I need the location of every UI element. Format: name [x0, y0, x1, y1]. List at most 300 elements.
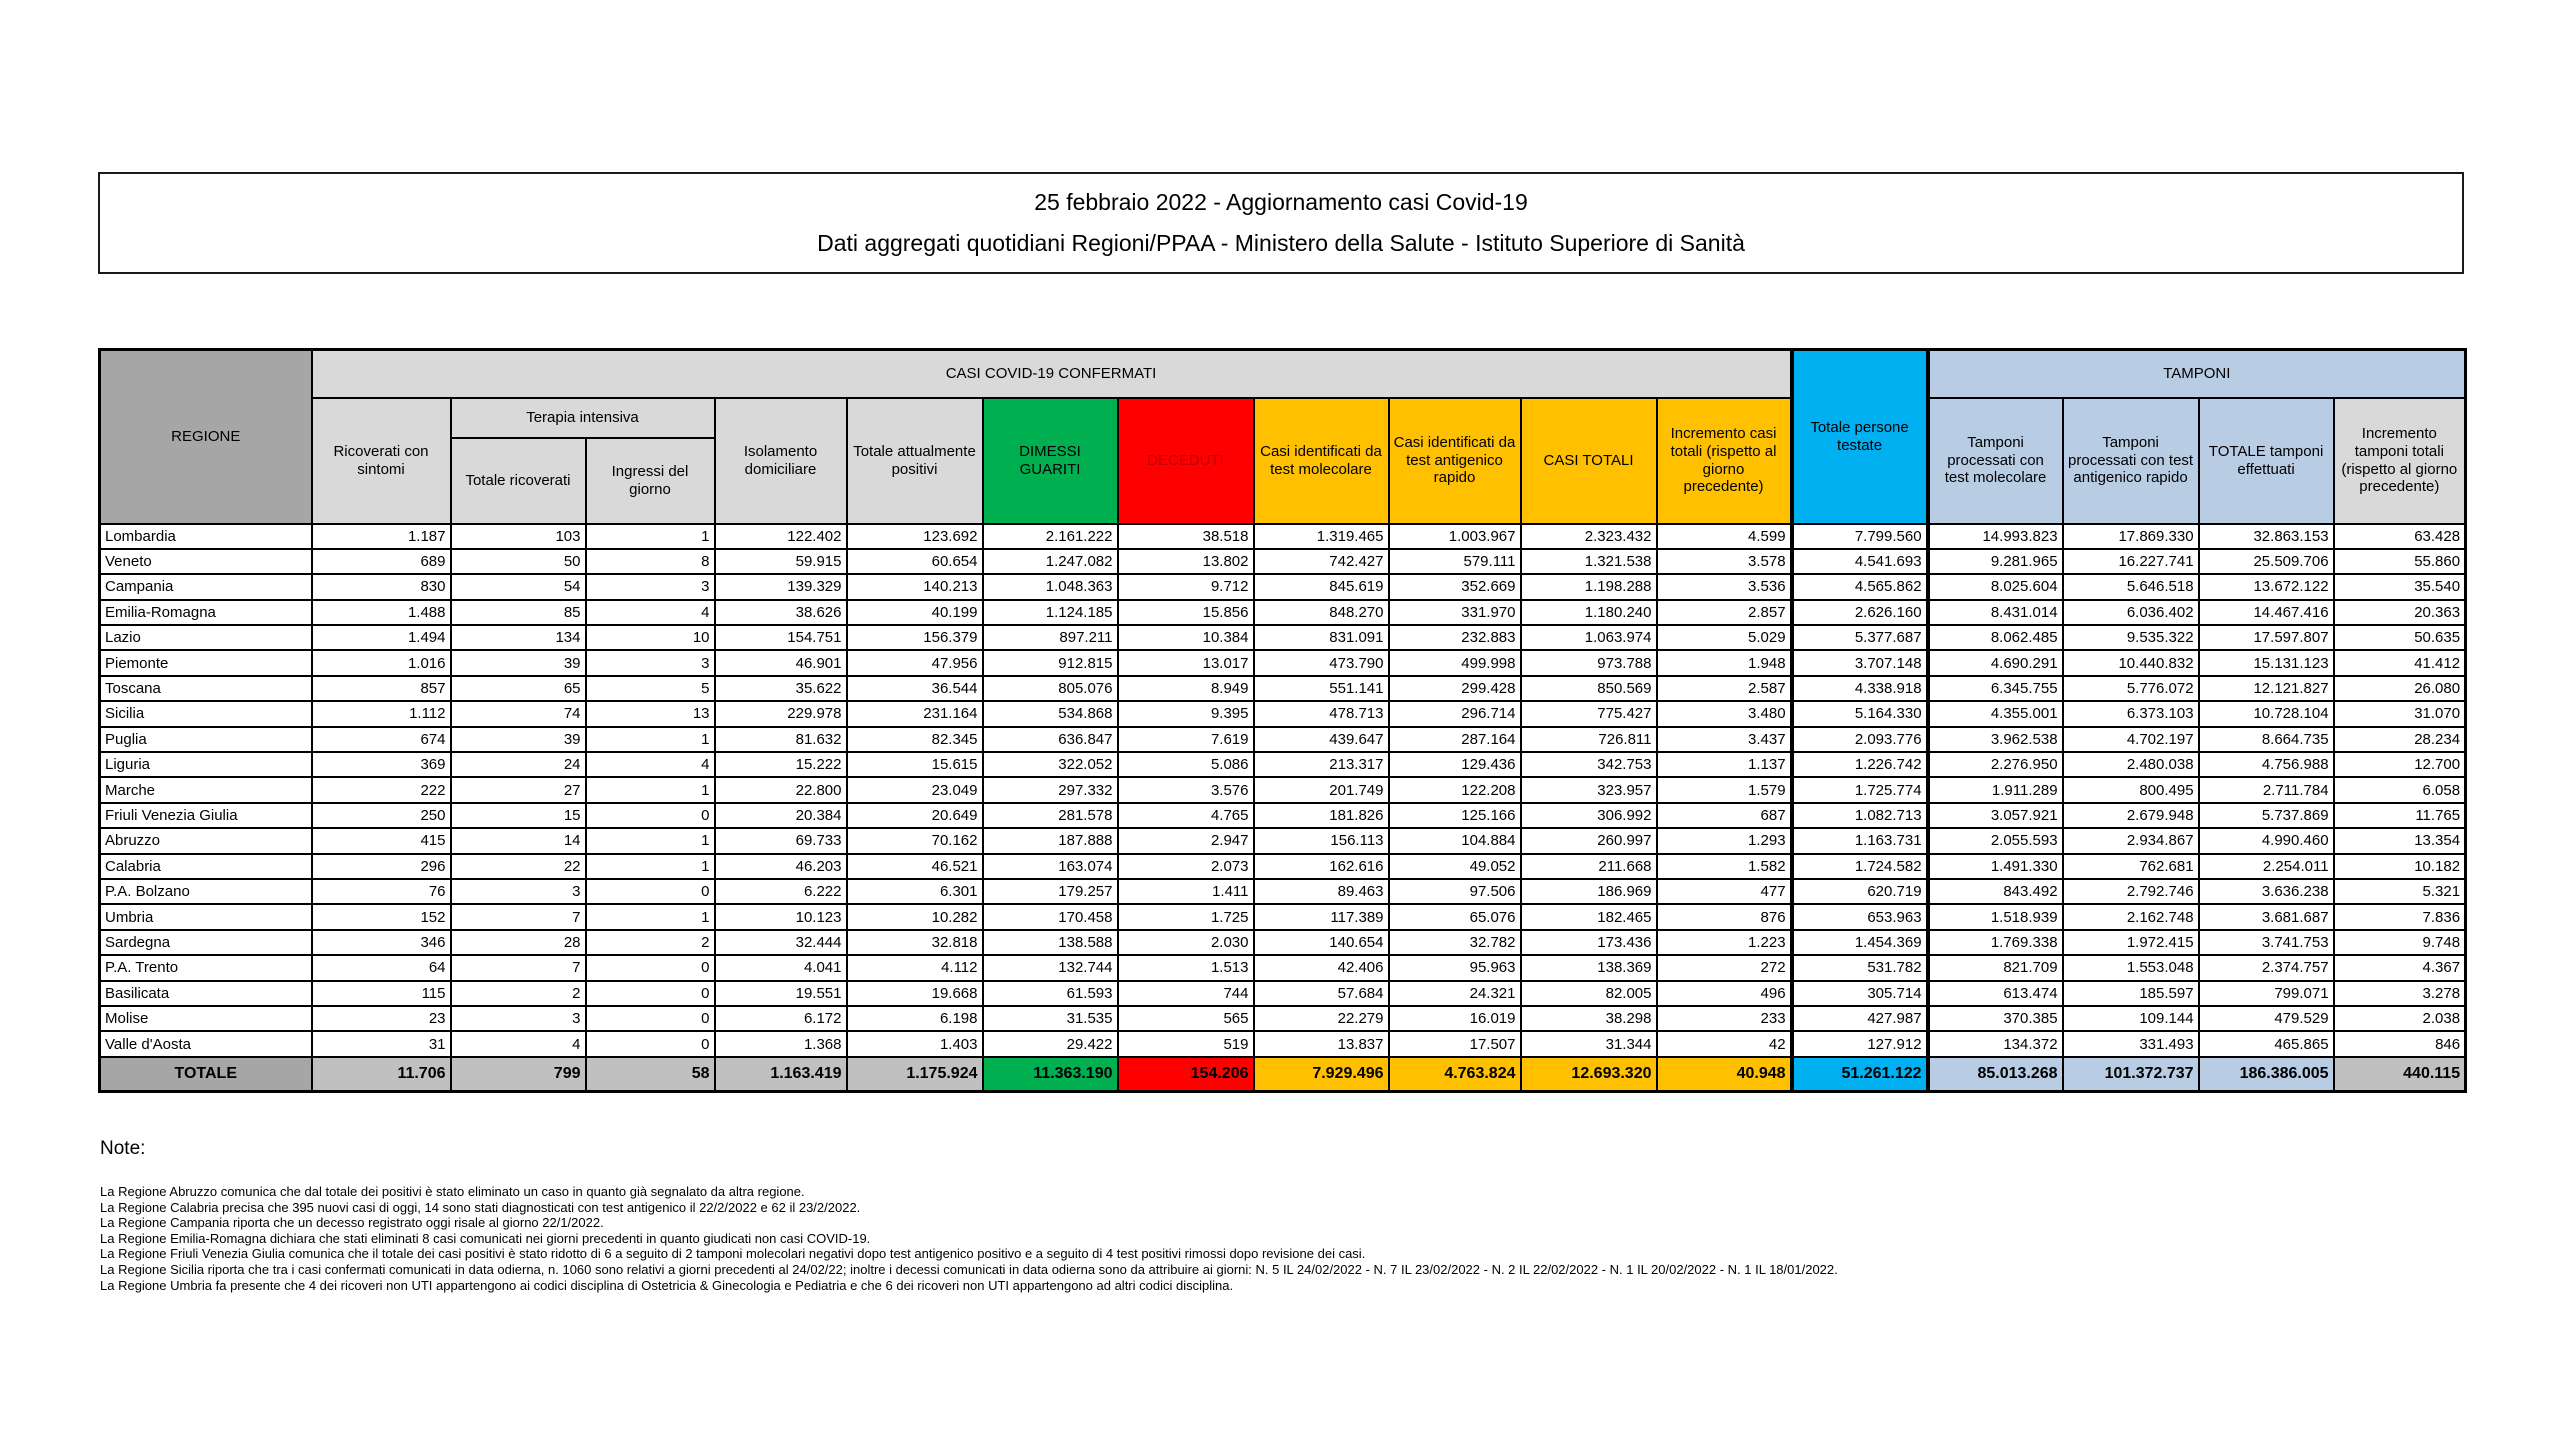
value-cell: 1.579	[1657, 777, 1792, 802]
value-cell: 296.714	[1389, 701, 1521, 726]
value-cell: 1.725	[1118, 904, 1254, 929]
value-cell: 36.544	[847, 676, 983, 701]
value-cell: 1.513	[1118, 955, 1254, 980]
value-cell: 15.222	[715, 752, 847, 777]
value-cell: 69.733	[715, 828, 847, 853]
value-cell: 2.254.011	[2199, 854, 2334, 879]
value-cell: 1.082.713	[1792, 803, 1928, 828]
value-cell: 800.495	[2063, 777, 2199, 802]
column-header-totale-persone-testate: Totale persone testate	[1792, 350, 1928, 524]
value-cell: 125.166	[1389, 803, 1521, 828]
total-value-cell: 440.115	[2334, 1057, 2466, 1092]
value-cell: 10	[586, 625, 715, 650]
region-cell: Liguria	[100, 752, 312, 777]
value-cell: 162.616	[1254, 854, 1389, 879]
value-cell: 1	[586, 854, 715, 879]
value-cell: 1.198.288	[1521, 574, 1657, 599]
value-cell: 3.576	[1118, 777, 1254, 802]
value-cell: 17.869.330	[2063, 524, 2199, 549]
table-row	[100, 828, 2466, 853]
value-cell: 531.782	[1792, 955, 1928, 980]
value-cell: 15	[451, 803, 586, 828]
value-cell: 1.582	[1657, 854, 1792, 879]
total-value-cell: 1.175.924	[847, 1057, 983, 1092]
value-cell: 4	[586, 752, 715, 777]
value-cell: 186.969	[1521, 879, 1657, 904]
value-cell: 843.492	[1928, 879, 2063, 904]
value-cell: 12.700	[2334, 752, 2466, 777]
value-cell: 499.998	[1389, 650, 1521, 675]
column-header-tamponi-test-molecolare: Tamponi processati con test molecolare	[1928, 398, 2063, 524]
total-value-cell: 7.929.496	[1254, 1057, 1389, 1092]
value-cell: 4.541.693	[1792, 549, 1928, 574]
value-cell: 2.587	[1657, 676, 1792, 701]
region-cell: Abruzzo	[100, 828, 312, 853]
value-cell: 32.863.153	[2199, 524, 2334, 549]
region-cell: Piemonte	[100, 650, 312, 675]
value-cell: 95.963	[1389, 955, 1521, 980]
value-cell: 15.615	[847, 752, 983, 777]
value-cell: 2.626.160	[1792, 600, 1928, 625]
column-header-terapia-totale-ricoverati: Totale ricoverati	[451, 438, 586, 524]
value-cell: 187.888	[983, 828, 1118, 853]
region-cell: Valle d'Aosta	[100, 1031, 312, 1056]
value-cell: 5.646.518	[2063, 574, 2199, 599]
value-cell: 1.488	[312, 600, 451, 625]
region-cell: Umbria	[100, 904, 312, 929]
value-cell: 109.144	[2063, 1006, 2199, 1031]
column-header-casi-totali: CASI TOTALI	[1521, 398, 1657, 524]
region-cell: Molise	[100, 1006, 312, 1031]
value-cell: 2.323.432	[1521, 524, 1657, 549]
value-cell: 805.076	[983, 676, 1118, 701]
value-cell: 32.782	[1389, 930, 1521, 955]
value-cell: 32.818	[847, 930, 983, 955]
notes-section	[100, 1138, 2480, 1293]
value-cell: 4	[586, 600, 715, 625]
total-value-cell: 85.013.268	[1928, 1057, 2063, 1092]
value-cell: 3.636.238	[2199, 879, 2334, 904]
band-header-casi-confermati: CASI COVID-19 CONFERMATI	[312, 350, 1792, 398]
value-cell: 1	[586, 524, 715, 549]
value-cell: 260.997	[1521, 828, 1657, 853]
table-row	[100, 650, 2466, 675]
value-cell: 0	[586, 981, 715, 1006]
value-cell: 775.427	[1521, 701, 1657, 726]
value-cell: 2.711.784	[2199, 777, 2334, 802]
value-cell: 23.049	[847, 777, 983, 802]
table-row	[100, 803, 2466, 828]
value-cell: 9.281.965	[1928, 549, 2063, 574]
value-cell: 16.227.741	[2063, 549, 2199, 574]
value-cell: 1.048.363	[983, 574, 1118, 599]
report-title-date-line: 25 febbraio 2022 - Aggiornamento casi Covid-19	[1034, 189, 1528, 216]
value-cell: 5.086	[1118, 752, 1254, 777]
value-cell: 22.279	[1254, 1006, 1389, 1031]
value-cell: 465.865	[2199, 1031, 2334, 1056]
value-cell: 46.521	[847, 854, 983, 879]
value-cell: 4.599	[1657, 524, 1792, 549]
value-cell: 3.681.687	[2199, 904, 2334, 929]
value-cell: 1.368	[715, 1031, 847, 1056]
value-cell: 13.354	[2334, 828, 2466, 853]
value-cell: 134.372	[1928, 1031, 2063, 1056]
value-cell: 7.836	[2334, 904, 2466, 929]
value-cell: 50.635	[2334, 625, 2466, 650]
value-cell: 370.385	[1928, 1006, 2063, 1031]
value-cell: 82.345	[847, 727, 983, 752]
value-cell: 2.162.748	[2063, 904, 2199, 929]
value-cell: 762.681	[2063, 854, 2199, 879]
value-cell: 565	[1118, 1006, 1254, 1031]
value-cell: 28.234	[2334, 727, 2466, 752]
value-cell: 85	[451, 600, 586, 625]
value-cell: 297.332	[983, 777, 1118, 802]
value-cell: 2.857	[1657, 600, 1792, 625]
value-cell: 2.947	[1118, 828, 1254, 853]
value-cell: 1.319.465	[1254, 524, 1389, 549]
value-cell: 331.970	[1389, 600, 1521, 625]
value-cell: 3.707.148	[1792, 650, 1928, 675]
value-cell: 5.776.072	[2063, 676, 2199, 701]
value-cell: 1.403	[847, 1031, 983, 1056]
value-cell: 12.121.827	[2199, 676, 2334, 701]
value-cell: 7.799.560	[1792, 524, 1928, 549]
value-cell: 346	[312, 930, 451, 955]
value-cell: 1.911.289	[1928, 777, 2063, 802]
value-cell: 1.003.967	[1389, 524, 1521, 549]
value-cell: 13.837	[1254, 1031, 1389, 1056]
value-cell: 2.679.948	[2063, 803, 2199, 828]
value-cell: 229.978	[715, 701, 847, 726]
note-line: La Regione Abruzzo comunica che dal totale dei positivi è stato eliminato un caso in quanto già segnalato da altra regione.	[100, 1184, 805, 1199]
value-cell: 1.180.240	[1521, 600, 1657, 625]
value-cell: 6.301	[847, 879, 983, 904]
table-row	[100, 625, 2466, 650]
value-cell: 0	[586, 1006, 715, 1031]
total-row	[100, 1057, 2466, 1092]
value-cell: 1.769.338	[1928, 930, 2063, 955]
region-cell: Friuli Venezia Giulia	[100, 803, 312, 828]
value-cell: 2.276.950	[1928, 752, 2063, 777]
note-line: La Regione Umbria fa presente che 4 dei ricoveri non UTI appartengono ai codici disciplina di Ostetricia & Ginecologia e Pediatria e che 6 dei ricoveri non UTI appartengono ad altri codici disciplina.	[100, 1277, 1234, 1293]
value-cell: 9.748	[2334, 930, 2466, 955]
value-cell: 322.052	[983, 752, 1118, 777]
value-cell: 8.025.604	[1928, 574, 2063, 599]
value-cell: 115	[312, 981, 451, 1006]
total-value-cell: 11.363.190	[983, 1057, 1118, 1092]
note-line: La Regione Calabria precisa che 395 nuovi casi di oggi, 14 sono stati diagnosticati con test antigenico il 22/2/2022 e 62 il 23/2/2022.	[100, 1199, 861, 1215]
table-row	[100, 930, 2466, 955]
value-cell: 1.494	[312, 625, 451, 650]
total-value-cell: 4.763.824	[1389, 1057, 1521, 1092]
value-cell: 479.529	[2199, 1006, 2334, 1031]
value-cell: 496	[1657, 981, 1792, 1006]
column-header-ricoverati-con-sintomi: Ricoverati con sintomi	[312, 398, 451, 524]
column-header-incremento-tamponi-totali: Incremento tamponi totali (rispetto al giorno precedente)	[2334, 398, 2466, 524]
value-cell: 132.744	[983, 955, 1118, 980]
value-cell: 1.163.731	[1792, 828, 1928, 853]
value-cell: 5.029	[1657, 625, 1792, 650]
note-line: La Regione Campania riporta che un decesso registrato oggi risale al giorno 22/1/2022.	[100, 1215, 604, 1231]
value-cell: 156.379	[847, 625, 983, 650]
table-row	[100, 777, 2466, 802]
value-cell: 1.518.939	[1928, 904, 2063, 929]
value-cell: 2.073	[1118, 854, 1254, 879]
value-cell: 47.956	[847, 650, 983, 675]
value-cell: 173.436	[1521, 930, 1657, 955]
value-cell: 59.915	[715, 549, 847, 574]
value-cell: 233	[1657, 1006, 1792, 1031]
table-row	[100, 600, 2466, 625]
value-cell: 25.509.706	[2199, 549, 2334, 574]
value-cell: 439.647	[1254, 727, 1389, 752]
value-cell: 6.058	[2334, 777, 2466, 802]
value-cell: 912.815	[983, 650, 1118, 675]
value-cell: 3.536	[1657, 574, 1792, 599]
value-cell: 154.751	[715, 625, 847, 650]
column-header-dimessi-guariti: DIMESSI GUARITI	[983, 398, 1118, 524]
value-cell: 32.444	[715, 930, 847, 955]
value-cell: 687	[1657, 803, 1792, 828]
total-value-cell: 1.163.419	[715, 1057, 847, 1092]
total-value-cell: 101.372.737	[2063, 1057, 2199, 1092]
value-cell: 1.411	[1118, 879, 1254, 904]
value-cell: 296	[312, 854, 451, 879]
value-cell: 1.724.582	[1792, 854, 1928, 879]
value-cell: 876	[1657, 904, 1792, 929]
value-cell: 473.790	[1254, 650, 1389, 675]
value-cell: 31.344	[1521, 1031, 1657, 1056]
value-cell: 6.198	[847, 1006, 983, 1031]
value-cell: 213.317	[1254, 752, 1389, 777]
value-cell: 14.467.416	[2199, 600, 2334, 625]
value-cell: 299.428	[1389, 676, 1521, 701]
value-cell: 81.632	[715, 727, 847, 752]
region-cell: Sicilia	[100, 701, 312, 726]
value-cell: 24.321	[1389, 981, 1521, 1006]
value-cell: 65.076	[1389, 904, 1521, 929]
region-cell: P.A. Bolzano	[100, 879, 312, 904]
value-cell: 3.480	[1657, 701, 1792, 726]
table-row	[100, 879, 2466, 904]
value-cell: 15.131.123	[2199, 650, 2334, 675]
column-header-tamponi-test-antigenico: Tamponi processati con test antigenico rapido	[2063, 398, 2199, 524]
value-cell: 38.298	[1521, 1006, 1657, 1031]
value-cell: 6.373.103	[2063, 701, 2199, 726]
table-row	[100, 854, 2466, 879]
value-cell: 850.569	[1521, 676, 1657, 701]
value-cell: 39	[451, 650, 586, 675]
value-cell: 76	[312, 879, 451, 904]
value-cell: 250	[312, 803, 451, 828]
value-cell: 20.649	[847, 803, 983, 828]
notes-list	[100, 1184, 2480, 1293]
value-cell: 689	[312, 549, 451, 574]
column-header-totale-attualmente-positivi: Totale attualmente positivi	[847, 398, 983, 524]
value-cell: 46.203	[715, 854, 847, 879]
value-cell: 1	[586, 727, 715, 752]
report-title-box	[98, 172, 2464, 274]
value-cell: 9.712	[1118, 574, 1254, 599]
total-value-cell: 154.206	[1118, 1057, 1254, 1092]
value-cell: 42	[1657, 1031, 1792, 1056]
value-cell: 427.987	[1792, 1006, 1928, 1031]
value-cell: 4.355.001	[1928, 701, 2063, 726]
value-cell: 6.345.755	[1928, 676, 2063, 701]
value-cell: 10.123	[715, 904, 847, 929]
value-cell: 41.412	[2334, 650, 2466, 675]
value-cell: 74	[451, 701, 586, 726]
value-cell: 10.440.832	[2063, 650, 2199, 675]
value-cell: 3.578	[1657, 549, 1792, 574]
value-cell: 140.654	[1254, 930, 1389, 955]
value-cell: 55.860	[2334, 549, 2466, 574]
value-cell: 152	[312, 904, 451, 929]
column-header-incremento-casi-totali: Incremento casi totali (rispetto al giorno precedente)	[1657, 398, 1792, 524]
value-cell: 26.080	[2334, 676, 2466, 701]
value-cell: 5.377.687	[1792, 625, 1928, 650]
value-cell: 4.338.918	[1792, 676, 1928, 701]
table-row	[100, 701, 2466, 726]
table-row	[100, 549, 2466, 574]
region-cell: Lazio	[100, 625, 312, 650]
value-cell: 799.071	[2199, 981, 2334, 1006]
table-row	[100, 524, 2466, 549]
value-cell: 1.063.974	[1521, 625, 1657, 650]
value-cell: 17.507	[1389, 1031, 1521, 1056]
value-cell: 22.800	[715, 777, 847, 802]
region-cell: Lombardia	[100, 524, 312, 549]
value-cell: 2.161.222	[983, 524, 1118, 549]
value-cell: 82.005	[1521, 981, 1657, 1006]
note-line: La Regione Sicilia riporta che tra i casi confermati comunicati in data odierna, n. 1060 sono relativi a giorni precedenti al 24/02/22; inoltre i decessi comunicati in data odierna sono da attribuire ai giorni: N. 5 IL 24/02/2022 - N. 7 IL 23/02/2022 - N. 2 IL 22/02/2022 - N. 1 IL 20/02/2022 - N. 1 IL 18/01/2022.	[100, 1261, 1838, 1277]
value-cell: 31.070	[2334, 701, 2466, 726]
value-cell: 342.753	[1521, 752, 1657, 777]
total-value-cell: 40.948	[1657, 1057, 1792, 1092]
value-cell: 232.883	[1389, 625, 1521, 650]
value-cell: 519	[1118, 1031, 1254, 1056]
region-cell: Toscana	[100, 676, 312, 701]
value-cell: 122.402	[715, 524, 847, 549]
value-cell: 742.427	[1254, 549, 1389, 574]
table-row	[100, 1031, 2466, 1056]
value-cell: 50	[451, 549, 586, 574]
value-cell: 31.535	[983, 1006, 1118, 1031]
value-cell: 306.992	[1521, 803, 1657, 828]
value-cell: 8.431.014	[1928, 600, 2063, 625]
column-header-casi-test-molecolare: Casi identificati da test molecolare	[1254, 398, 1389, 524]
value-cell: 477	[1657, 879, 1792, 904]
value-cell: 19.668	[847, 981, 983, 1006]
value-cell: 49.052	[1389, 854, 1521, 879]
value-cell: 65	[451, 676, 586, 701]
value-cell: 4.690.291	[1928, 650, 2063, 675]
value-cell: 1.321.538	[1521, 549, 1657, 574]
value-cell: 323.957	[1521, 777, 1657, 802]
value-cell: 4.367	[2334, 955, 2466, 980]
value-cell: 1	[586, 904, 715, 929]
value-cell: 138.369	[1521, 955, 1657, 980]
value-cell: 831.091	[1254, 625, 1389, 650]
region-cell: Veneto	[100, 549, 312, 574]
value-cell: 857	[312, 676, 451, 701]
value-cell: 1.553.048	[2063, 955, 2199, 980]
value-cell: 2	[451, 981, 586, 1006]
value-cell: 1	[586, 777, 715, 802]
total-value-cell: 58	[586, 1057, 715, 1092]
value-cell: 1.187	[312, 524, 451, 549]
value-cell: 15.856	[1118, 600, 1254, 625]
value-cell: 2	[586, 930, 715, 955]
value-cell: 28	[451, 930, 586, 955]
value-cell: 54	[451, 574, 586, 599]
value-cell: 63.428	[2334, 524, 2466, 549]
value-cell: 830	[312, 574, 451, 599]
region-cell: Emilia-Romagna	[100, 600, 312, 625]
value-cell: 4.765	[1118, 803, 1254, 828]
value-cell: 3	[451, 879, 586, 904]
total-value-cell: 11.706	[312, 1057, 451, 1092]
value-cell: 1	[586, 828, 715, 853]
value-cell: 821.709	[1928, 955, 2063, 980]
value-cell: 231.164	[847, 701, 983, 726]
value-cell: 39	[451, 727, 586, 752]
value-cell: 38.626	[715, 600, 847, 625]
column-header-terapia-ingressi-del-giorno: Ingressi del giorno	[586, 438, 715, 524]
value-cell: 352.669	[1389, 574, 1521, 599]
value-cell: 5.164.330	[1792, 701, 1928, 726]
value-cell: 3	[586, 574, 715, 599]
value-cell: 185.597	[2063, 981, 2199, 1006]
value-cell: 9.395	[1118, 701, 1254, 726]
value-cell: 13.017	[1118, 650, 1254, 675]
value-cell: 8.062.485	[1928, 625, 2063, 650]
value-cell: 3.057.921	[1928, 803, 2063, 828]
table-row	[100, 904, 2466, 929]
value-cell: 1.112	[312, 701, 451, 726]
value-cell: 281.578	[983, 803, 1118, 828]
value-cell: 726.811	[1521, 727, 1657, 752]
value-cell: 674	[312, 727, 451, 752]
value-cell: 6.172	[715, 1006, 847, 1031]
table-row	[100, 727, 2466, 752]
value-cell: 13	[586, 701, 715, 726]
value-cell: 1.454.369	[1792, 930, 1928, 955]
value-cell: 8	[586, 549, 715, 574]
value-cell: 10.282	[847, 904, 983, 929]
value-cell: 127.912	[1792, 1031, 1928, 1056]
value-cell: 5.737.869	[2199, 803, 2334, 828]
value-cell: 35.622	[715, 676, 847, 701]
total-value-cell: 12.693.320	[1521, 1057, 1657, 1092]
value-cell: 369	[312, 752, 451, 777]
value-cell: 27	[451, 777, 586, 802]
value-cell: 1.124.185	[983, 600, 1118, 625]
value-cell: 2.934.867	[2063, 828, 2199, 853]
value-cell: 140.213	[847, 574, 983, 599]
column-header-totale-tamponi-effettuati: TOTALE tamponi effettuati	[2199, 398, 2334, 524]
region-cell: Basilicata	[100, 981, 312, 1006]
value-cell: 287.164	[1389, 727, 1521, 752]
value-cell: 3.741.753	[2199, 930, 2334, 955]
subgroup-header-terapia-intensiva: Terapia intensiva	[451, 398, 715, 438]
value-cell: 97.506	[1389, 879, 1521, 904]
value-cell: 6.036.402	[2063, 600, 2199, 625]
value-cell: 57.684	[1254, 981, 1389, 1006]
value-cell: 182.465	[1521, 904, 1657, 929]
value-cell: 653.963	[1792, 904, 1928, 929]
